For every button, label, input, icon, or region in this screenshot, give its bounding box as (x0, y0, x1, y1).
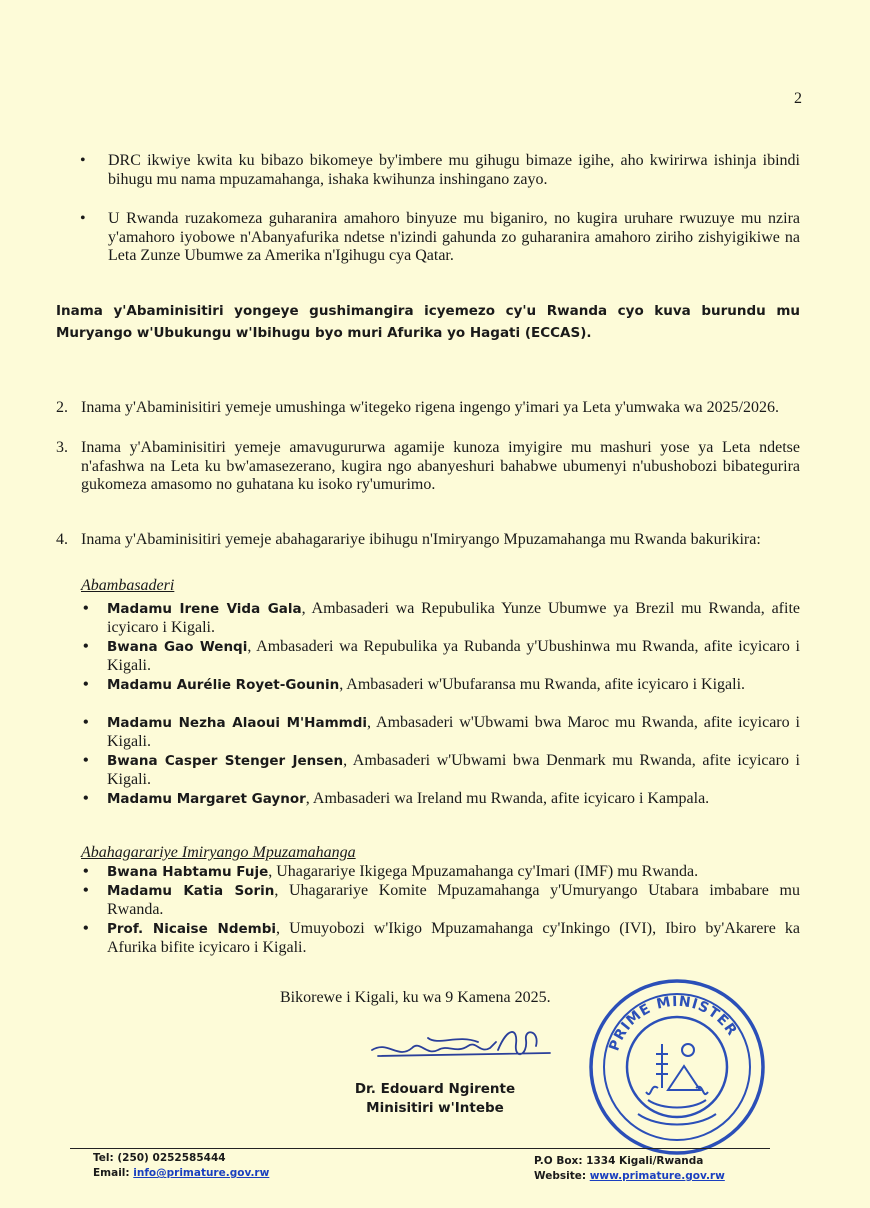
person-description: , Ambasaderi w'Ubwami bwa Denmark mu Rwanda, afite icyicaro i Kigali. (107, 752, 801, 788)
person-name: Madamu Aurélie Royet-Gounin (107, 677, 340, 693)
list-item (81, 882, 800, 919)
bullet-dot: • (80, 152, 86, 169)
list-item (81, 600, 800, 637)
footer-email-label: Email: (93, 1167, 134, 1179)
signatory-name: Dr. Edouard Ngirente (354, 1081, 516, 1097)
item-text: Inama y'Abaminisitiri yemeje amavugururwa agamije kunoza imyigire mu mashuri yose ya Leta ndetse n'afashwa na Leta ku bw'amasezerano, kugira ngo abanyeshuri bahabwe ubumenyi n'ubushobozi bibategurira gukomeza amasomo no guhatana ku isoko ry'umurimo. (81, 439, 800, 494)
signatory-title: Minisitiri w'Intebe (366, 1100, 504, 1116)
ambassadors-heading: Abambasaderi (81, 577, 175, 594)
bullet-dot: • (83, 600, 89, 617)
list-item (81, 752, 800, 789)
seal-text: PRIME MINISTER (606, 993, 741, 1054)
bullet-dot: • (83, 676, 89, 693)
person-name: Bwana Habtamu Fuje (107, 864, 269, 880)
footer-website-link[interactable]: www.primature.gov.rw (589, 1170, 725, 1182)
signature-image (368, 1020, 558, 1070)
page-number: 2 (794, 90, 802, 107)
footer-divider (70, 1148, 770, 1149)
person-name: Madamu Irene Vida Gala (107, 601, 302, 617)
item-number: 3. (56, 439, 68, 456)
bullet-dot: • (83, 882, 89, 899)
list-item (81, 676, 800, 695)
bullet-paragraph (80, 210, 800, 266)
person-name: Madamu Margaret Gaynor (107, 791, 306, 807)
person-description: , Uhagarariye Komite Mpuzamahanga y'Umuryango Utabara imbabare mu Rwanda. (107, 882, 800, 918)
official-seal (588, 978, 766, 1156)
bullet-dot: • (83, 920, 89, 937)
list-item (81, 714, 800, 751)
footer-address (534, 1154, 725, 1184)
bullet-dot: • (83, 714, 89, 731)
numbered-item (56, 531, 800, 550)
item-number: 2. (56, 399, 68, 416)
person-description: , Uhagarariye Ikigega Mpuzamahanga cy'Imari (IMF) mu Rwanda. (268, 863, 699, 880)
bullet-text: DRC ikwiye kwita ku bibazo bikomeye by'imbere mu gihugu bimaze igihe, aho kwirirwa ishinja ibindi bihugu mu nama mpuzamahanga, ishaka kwihunza inshingano zayo. (108, 152, 800, 188)
person-name: Bwana Gao Wenqi (107, 639, 248, 655)
footer-tel: Tel: (250) 0252585444 (93, 1152, 226, 1164)
bullet-dot: • (83, 638, 89, 655)
person-description: , Ambasaderi wa Repubulika ya Rubanda y'Ubushinwa mu Rwanda, afite icyicaro i Kigali. (107, 638, 800, 674)
footer-website-label: Website: (534, 1170, 590, 1182)
footer-email-link[interactable]: info@primature.gov.rw (133, 1167, 270, 1179)
person-name: Madamu Nezha Alaoui M'Hammdi (107, 715, 368, 731)
person-description: , Ambasaderi w'Ubufaransa mu Rwanda, afite icyicaro i Kigali. (339, 676, 746, 693)
list-item (81, 920, 800, 957)
numbered-item (56, 399, 800, 418)
person-description: , Ambasaderi w'Ubwami bwa Maroc mu Rwanda, afite icyicaro i Kigali. (107, 714, 800, 750)
orgs-heading: Abahagarariye Imiryango Mpuzamahanga (81, 844, 356, 861)
bullet-dot: • (83, 863, 89, 880)
item-text: Inama y'Abaminisitiri yemeje umushinga w'itegeko rigena ingengo y'imari ya Leta y'umwaka wa 2025/2026. (81, 399, 780, 416)
bold-statement: Inama y'Abaminisitiri yongeye gushimangira icyemezo cy'u Rwanda cyo kuva burundu mu Muryango w'Ubukungu w'Ibihugu byo muri Afurika yo Hagati (ECCAS). (56, 303, 800, 341)
item-text: Inama y'Abaminisitiri yemeje abahagarariye ibihugu n'Imiryango Mpuzamahanga mu Rwanda bakurikira: (81, 531, 761, 548)
item-number: 4. (56, 531, 68, 548)
person-name: Bwana Casper Stenger Jensen (107, 753, 344, 769)
person-name: Prof. Nicaise Ndembi (107, 921, 277, 937)
closing-line: Bikorewe i Kigali, ku wa 9 Kamena 2025. (280, 989, 551, 1006)
bullet-dot: • (83, 752, 89, 769)
list-item (81, 638, 800, 675)
person-description: , Umuyobozi w'Ikigo Mpuzamahanga cy'Inkingo (IVI), Ibiro by'Akarere ka Afurika bifite icyicaro i Kigali. (107, 920, 800, 956)
bullet-text: U Rwanda ruzakomeza guharanira amahoro binyuze mu biganiro, no kugira uruhare rwuzuye mu nzira y'amahoro iyobowe n'Abanyafurika ndetse n'izindi gahunda zo guharanira amahoro ziriho zishyigikiwe na Leta Zunze Ubumwe za Amerika n'Igihugu cya Qatar. (108, 210, 800, 265)
bullet-dot: • (80, 210, 86, 227)
bullet-paragraph (80, 152, 800, 189)
list-item (81, 790, 800, 809)
numbered-item (56, 439, 800, 495)
person-description: , Ambasaderi wa Ireland mu Rwanda, afite icyicaro i Kampala. (305, 790, 710, 807)
list-item (81, 863, 800, 882)
person-name: Madamu Katia Sorin (107, 883, 275, 899)
footer-contact (93, 1151, 269, 1181)
person-description: , Ambasaderi wa Repubulika Yunze Ubumwe ya Brezil mu Rwanda, afite icyicaro i Kigali. (107, 600, 800, 636)
footer-po-box: P.O Box: 1334 Kigali/Rwanda (534, 1155, 704, 1167)
bullet-dot: • (83, 790, 89, 807)
